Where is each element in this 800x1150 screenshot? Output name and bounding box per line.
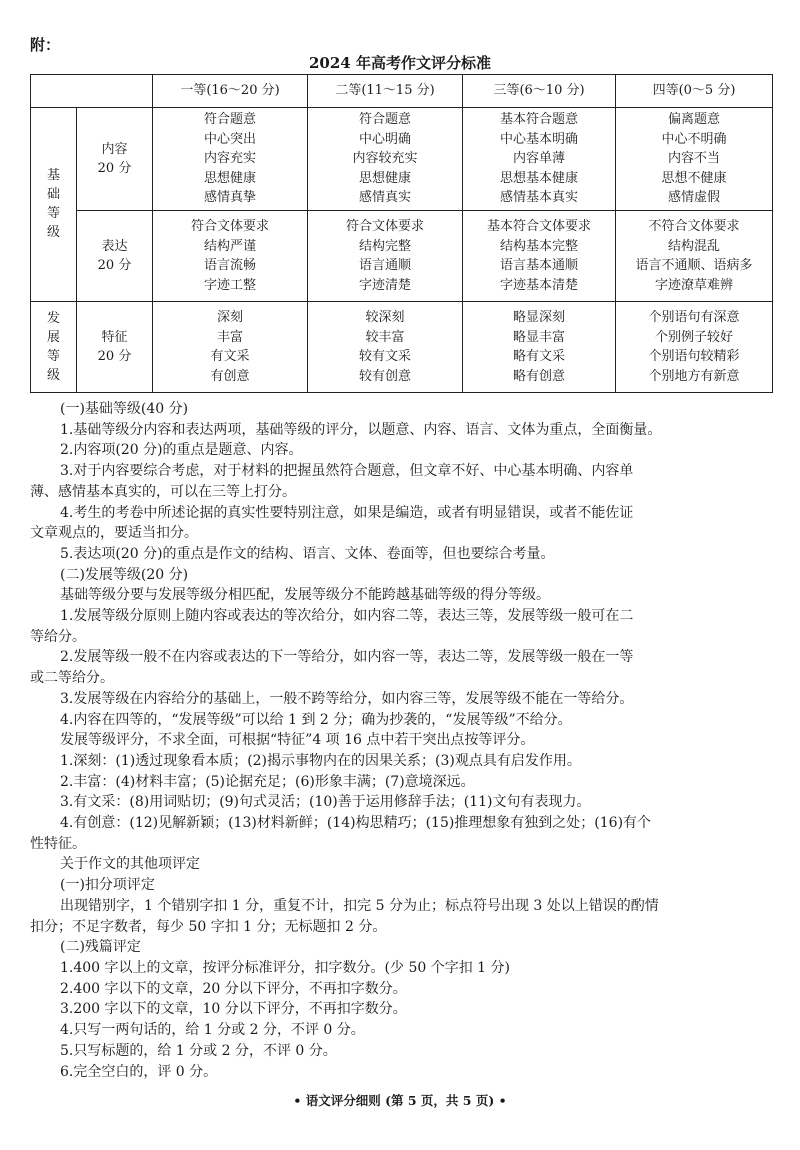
rule-line: 6.完全空白的，评 0 分。 <box>60 1063 218 1080</box>
table-row-expression <box>31 211 773 302</box>
row-score: 20 分 <box>97 161 132 176</box>
cell-line: 中心基本明确 <box>499 131 578 147</box>
rule-line: 1.基础等级分内容和表达两项，基础等级的评分，以题意、内容、语言、文体为重点，全面衡量。 <box>60 421 662 438</box>
rule-line: 1.400 字以上的文章，按评分标准评分，扣字数分。(少 50 个字扣 1 分) <box>60 959 510 976</box>
rule-line: 文章观点的，要适当扣分。 <box>30 525 198 542</box>
cell-line: 内容较充实 <box>352 151 418 167</box>
cell-line: 符合题意 <box>358 112 411 128</box>
cell-line: 内容充实 <box>203 151 256 167</box>
row-score: 20 分 <box>97 258 132 273</box>
expression-cell-grade-3 <box>463 211 616 302</box>
expression-cell-grade-1 <box>153 211 308 302</box>
table-corner <box>31 75 153 108</box>
rule-line: 2.内容项(20 分)的重点是题意、内容。 <box>60 442 303 459</box>
cell-line: 思想健康 <box>358 170 411 186</box>
rule-line: 3.200 字以下的文章，10 分以下评分，不再扣字数分。 <box>60 1001 407 1018</box>
table-row-content <box>31 108 773 211</box>
cell-line: 略有文采 <box>512 349 565 364</box>
cell-line: 基本符合题意 <box>499 112 578 128</box>
cell-line: 语言基本通顺 <box>499 258 578 273</box>
rule-line: 4.有创意：(12)见解新颖；(13)材料新鲜；(14)构思精巧；(15)推理想象有独到之处；(16)有个 <box>60 815 652 832</box>
page-footer: • 语文评分细则 (第 5 页，共 5 页) • <box>293 1093 507 1108</box>
content-cell-grade-1 <box>153 108 308 211</box>
cell-line: 丰富 <box>216 329 243 345</box>
row-score: 20 分 <box>97 349 132 364</box>
cell-line: 字迹工整 <box>203 277 256 293</box>
rule-line: 基础等级分要与发展等级分相匹配，发展等级分不能跨越基础等级的得分等级。 <box>60 587 550 604</box>
cell-line: 个别语句有深意 <box>648 310 740 325</box>
scoring-table <box>30 74 773 393</box>
row-name: 表达 <box>101 238 128 254</box>
cell-line: 思想不健康 <box>661 170 727 186</box>
cell-line: 思想健康 <box>203 170 256 186</box>
cell-line: 符合题意 <box>203 112 256 128</box>
cell-line: 较有创意 <box>358 368 411 384</box>
grade-header-3: 三等(6～10 分) <box>463 75 616 108</box>
cell-line: 中心不明确 <box>661 131 727 147</box>
cell-line: 较深刻 <box>365 310 405 325</box>
expression-cell-grade-4 <box>616 211 773 302</box>
cell-line: 偏离题意 <box>667 112 720 128</box>
group-dev <box>31 302 77 393</box>
row-name: 内容 <box>101 141 128 157</box>
cell-line: 感情真挚 <box>203 190 256 206</box>
cell-line: 基本符合文体要求 <box>486 219 591 234</box>
rule-line: 3.对于内容要综合考虑，对于材料的把握虽然符合题意，但文章不好、中心基本明确、内容单 <box>60 463 634 480</box>
group-basic <box>31 108 77 302</box>
rule-line: 薄、感情基本真实的，可以在三等上打分。 <box>30 483 296 500</box>
expression-cell-grade-2 <box>308 211 463 302</box>
group-basic-label: 基础等级 <box>46 168 60 241</box>
content-cell-grade-3 <box>463 108 616 211</box>
cell-line: 结构完整 <box>358 238 411 254</box>
section-heading: (一)基础等级(40 分) <box>60 401 189 417</box>
rule-line: 5.表达项(20 分)的重点是作文的结构、语言、文体、卷面等，但也要综合考量。 <box>60 545 555 562</box>
cell-line: 内容单薄 <box>512 151 565 167</box>
cell-line: 字迹基本清楚 <box>499 277 578 293</box>
appendix-label: 附： <box>30 36 61 54</box>
rules-text <box>30 399 775 1082</box>
section-heading: 关于作文的其他项评定 <box>60 856 200 873</box>
cell-line: 符合文体要求 <box>345 219 424 234</box>
cell-line: 中心突出 <box>203 131 256 147</box>
cell-line: 不符合文体要求 <box>648 219 740 234</box>
content-cell-grade-4 <box>616 108 773 211</box>
rule-line: 2.发展等级一般不在内容或表达的下一等给分，如内容一等，表达二等，发展等级一般在一等 <box>60 649 634 666</box>
table-row-feature <box>31 302 773 393</box>
feature-cell-grade-1 <box>153 302 308 393</box>
cell-line: 符合文体要求 <box>190 219 269 234</box>
cell-line: 感情真实 <box>358 190 411 206</box>
cell-line: 略有创意 <box>512 368 565 384</box>
rule-line: 或二等给分。 <box>30 670 114 687</box>
feature-cell-grade-2 <box>308 302 463 393</box>
grade-header-2: 二等(11～15 分) <box>308 75 463 108</box>
rule-line: 4.内容在四等的，“发展等级”可以给 1 到 2 分；确为抄袭的，“发展等级”不给分。 <box>60 711 572 728</box>
cell-line: 结构基本完整 <box>499 238 578 254</box>
section-heading: (二)发展等级(20 分) <box>60 566 189 583</box>
rule-line: 4.考生的考卷中所述论据的真实性要特别注意，如果是编造，或者有明显错误，或者不能佐证 <box>60 504 634 521</box>
cell-line: 结构严谨 <box>203 238 256 254</box>
rule-line: 4.只写一两句话的，给 1 分或 2 分，不评 0 分。 <box>60 1022 365 1039</box>
rule-line: 3.有文采：(8)用词贴切；(9)句式灵活；(10)善于运用修辞手法；(11)文句有表现力。 <box>60 794 591 811</box>
cell-line: 较丰富 <box>365 329 405 345</box>
row-header-feature <box>77 302 153 393</box>
rule-line: 1.发展等级分原则上随内容或表达的等次给分，如内容二等，表达三等，发展等级一般可在二 <box>60 608 634 625</box>
content-cell-grade-2 <box>308 108 463 211</box>
cell-line: 内容不当 <box>667 151 720 167</box>
cell-line: 字迹潦草难辨 <box>654 277 733 293</box>
rule-line: 5.只写标题的，给 1 分或 2 分，不评 0 分。 <box>60 1042 337 1059</box>
section-heading: (一)扣分项评定 <box>60 877 155 894</box>
rule-line: 扣分；不足字数者，每少 50 字扣 1 分；无标题扣 2 分。 <box>30 918 387 935</box>
grade-header-4: 四等(0～5 分) <box>616 75 773 108</box>
cell-line: 语言不通顺、语病多 <box>635 258 753 273</box>
cell-line: 思想基本健康 <box>499 170 578 186</box>
row-name: 特征 <box>101 329 128 345</box>
cell-line: 感情基本真实 <box>499 190 578 206</box>
cell-line: 中心明确 <box>358 131 411 147</box>
cell-line: 个别地方有新意 <box>648 368 740 384</box>
table-header-row <box>31 75 773 108</box>
rule-line: 等给分。 <box>30 628 86 645</box>
cell-line: 略显深刻 <box>512 310 565 325</box>
cell-line: 字迹清楚 <box>358 277 411 293</box>
rule-line: 1.深刻：(1)透过现象看本质；(2)揭示事物内在的因果关系；(3)观点具有启发作用。 <box>60 752 581 769</box>
cell-line: 语言通顺 <box>358 258 411 273</box>
rule-line: 性特征。 <box>30 835 86 852</box>
rule-line: 2.丰富：(4)材料丰富；(5)论据充足；(6)形象丰满；(7)意境深远。 <box>60 773 475 790</box>
page-title: 2024 年高考作文评分标准 <box>309 54 491 72</box>
rule-line: 发展等级评分，不求全面，可根据“特征”4 项 16 点中若干突出点按等评分。 <box>60 732 535 749</box>
section-heading: (二)残篇评定 <box>60 939 141 956</box>
cell-line: 较有文采 <box>358 349 411 364</box>
cell-line: 个别例子较好 <box>654 329 733 345</box>
cell-line: 有创意 <box>210 368 250 384</box>
cell-line: 略显丰富 <box>512 329 565 345</box>
rule-line: 3.发展等级在内容给分的基础上，一般不跨等给分，如内容三等，发展等级不能在一等给分。 <box>60 690 634 707</box>
rule-line: 出现错别字，1 个错别字扣 1 分，重复不计，扣完 5 分为止；标点符号出现 3 处以上错误的酌情 <box>60 897 659 914</box>
rule-line: 2.400 字以下的文章，20 分以下评分，不再扣字数分。 <box>60 980 407 997</box>
group-dev-label: 发展等级 <box>46 310 60 383</box>
cell-line: 深刻 <box>216 310 243 325</box>
grade-header-1: 一等(16～20 分) <box>153 75 308 108</box>
cell-line: 结构混乱 <box>667 238 720 254</box>
feature-cell-grade-3 <box>463 302 616 393</box>
cell-line: 有文采 <box>210 349 250 364</box>
feature-cell-grade-4 <box>616 302 773 393</box>
row-header-expression <box>77 211 153 302</box>
cell-line: 感情虚假 <box>667 190 720 206</box>
cell-line: 语言流畅 <box>203 258 256 273</box>
row-header-content <box>77 108 153 211</box>
cell-line: 个别语句较精彩 <box>648 349 740 364</box>
